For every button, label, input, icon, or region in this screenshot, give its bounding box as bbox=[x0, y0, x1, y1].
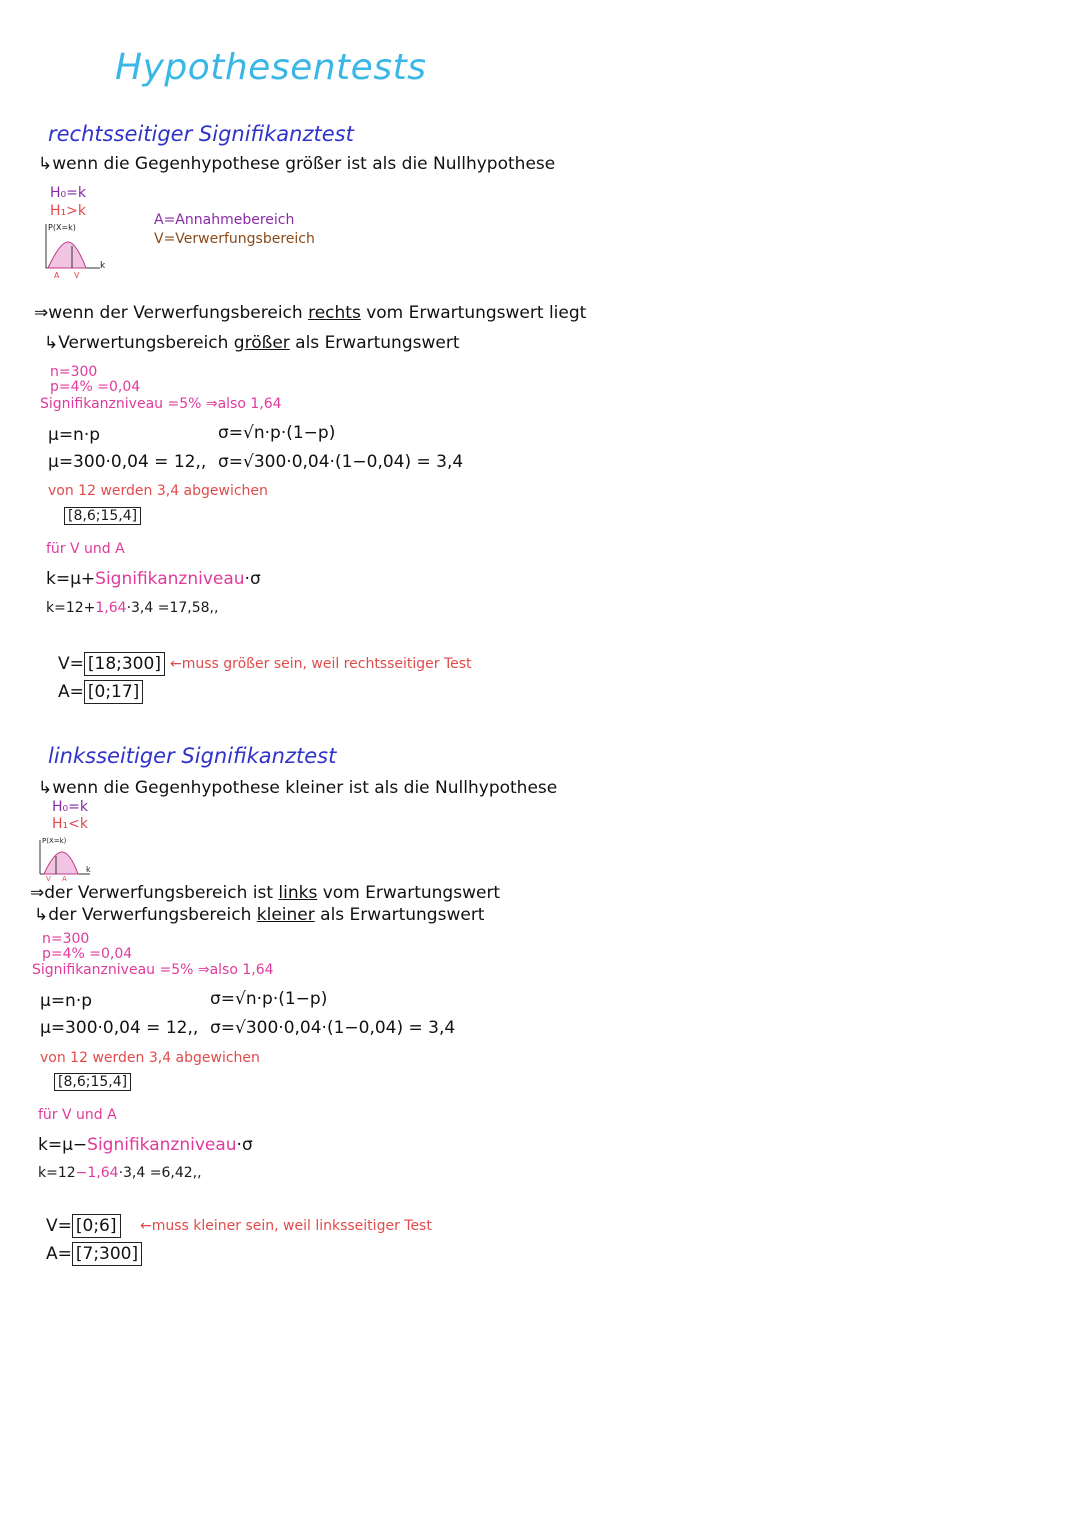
right-conclusion-1: ⇒wenn der Verwerfungsbereich rechts vom Erwartungswert liegt bbox=[34, 303, 587, 323]
left-deviation: von 12 werden 3,4 abgewichen bbox=[40, 1050, 260, 1066]
left-graph-axis-label: P(X=k) bbox=[42, 837, 67, 845]
left-a-result: A= [7;300] bbox=[46, 1246, 142, 1263]
heading-right-test: rechtsseitiger Signifikanztest bbox=[48, 122, 354, 146]
right-n: n=300 bbox=[50, 364, 98, 380]
right-sigma-formula: σ=√n·p·(1−p) bbox=[218, 423, 336, 443]
left-v-note: ←muss kleiner sein, weil linksseitiger Test bbox=[140, 1218, 432, 1234]
left-conclusion-1: ⇒der Verwerfungsbereich ist links vom Erwartungswert bbox=[30, 883, 501, 903]
right-conclusion-2: ↳Verwertungsbereich größer als Erwartungswert bbox=[44, 333, 460, 353]
right-v-note: ←muss größer sein, weil rechtsseitiger Test bbox=[170, 656, 472, 672]
right-interval: [8,6;15,4] bbox=[64, 507, 141, 525]
right-k-calc: k=12+1,64·3,4 =17,58,, bbox=[46, 600, 219, 616]
right-k-formula: k=μ+Signifikanzniveau·σ bbox=[46, 569, 261, 589]
left-p: p=4% =0,04 bbox=[42, 946, 133, 962]
left-graph-v-label: V bbox=[46, 875, 51, 883]
right-for-v-and-a: für V und A bbox=[46, 541, 125, 557]
left-n: n=300 bbox=[42, 931, 90, 947]
left-conclusion-2: ↳der Verwerfungsbereich kleiner als Erwartungswert bbox=[34, 905, 485, 925]
left-k-formula: k=μ−Signifikanzniveau·σ bbox=[38, 1135, 253, 1155]
right-v-result: V= [18;300] bbox=[58, 656, 165, 673]
left-graph-k-label: k bbox=[86, 865, 91, 874]
left-k-calc: k=12−1,64·3,4 =6,42,, bbox=[38, 1165, 202, 1181]
heading-left-test: linksseitiger Signifikanztest bbox=[48, 744, 337, 768]
right-graph-axis-label: P(X=k) bbox=[48, 223, 76, 232]
right-graph-a-label: A bbox=[54, 271, 60, 280]
right-mu-formula: μ=n·p bbox=[48, 425, 101, 445]
right-significance: Signifikanzniveau =5% ⇒also 1,64 bbox=[40, 396, 282, 412]
right-h1: H₁>k bbox=[50, 203, 86, 219]
left-sigma-formula: σ=√n·p·(1−p) bbox=[210, 989, 328, 1009]
left-h1: H₁<k bbox=[52, 816, 88, 832]
right-sigma-calc: σ=√300·0,04·(1−0,04) = 3,4 bbox=[218, 452, 464, 472]
page-title: Hypothesentests bbox=[115, 47, 427, 88]
right-graph-k-label: k bbox=[100, 261, 106, 271]
left-h0: H₀=k bbox=[52, 799, 88, 815]
right-a-result: A= [0;17] bbox=[58, 684, 143, 701]
left-significance: Signifikanzniveau =5% ⇒also 1,64 bbox=[32, 962, 274, 978]
legend-verwerfungsbereich: V=Verwerfungsbereich bbox=[154, 231, 315, 247]
left-description: ↳wenn die Gegenhypothese kleiner ist als die Nullhypothese bbox=[38, 778, 558, 798]
right-h0: H₀=k bbox=[50, 185, 86, 201]
right-graph-v-label: V bbox=[74, 271, 80, 280]
left-sigma-calc: σ=√300·0,04·(1−0,04) = 3,4 bbox=[210, 1018, 456, 1038]
right-p: p=4% =0,04 bbox=[50, 379, 141, 395]
left-interval: [8,6;15,4] bbox=[54, 1073, 131, 1091]
left-graph-a-label: A bbox=[62, 875, 67, 883]
left-mu-formula: μ=n·p bbox=[40, 991, 93, 1011]
left-v-result: V= [0;6] bbox=[46, 1218, 121, 1235]
right-description: ↳wenn die Gegenhypothese größer ist als die Nullhypothese bbox=[38, 154, 556, 174]
left-for-v-and-a: für V und A bbox=[38, 1107, 117, 1123]
legend-annahmebereich: A=Annahmebereich bbox=[154, 212, 295, 228]
left-mu-calc: μ=300·0,04 = 12,, bbox=[40, 1018, 199, 1038]
right-deviation: von 12 werden 3,4 abgewichen bbox=[48, 483, 268, 499]
right-mu-calc: μ=300·0,04 = 12,, bbox=[48, 452, 207, 472]
